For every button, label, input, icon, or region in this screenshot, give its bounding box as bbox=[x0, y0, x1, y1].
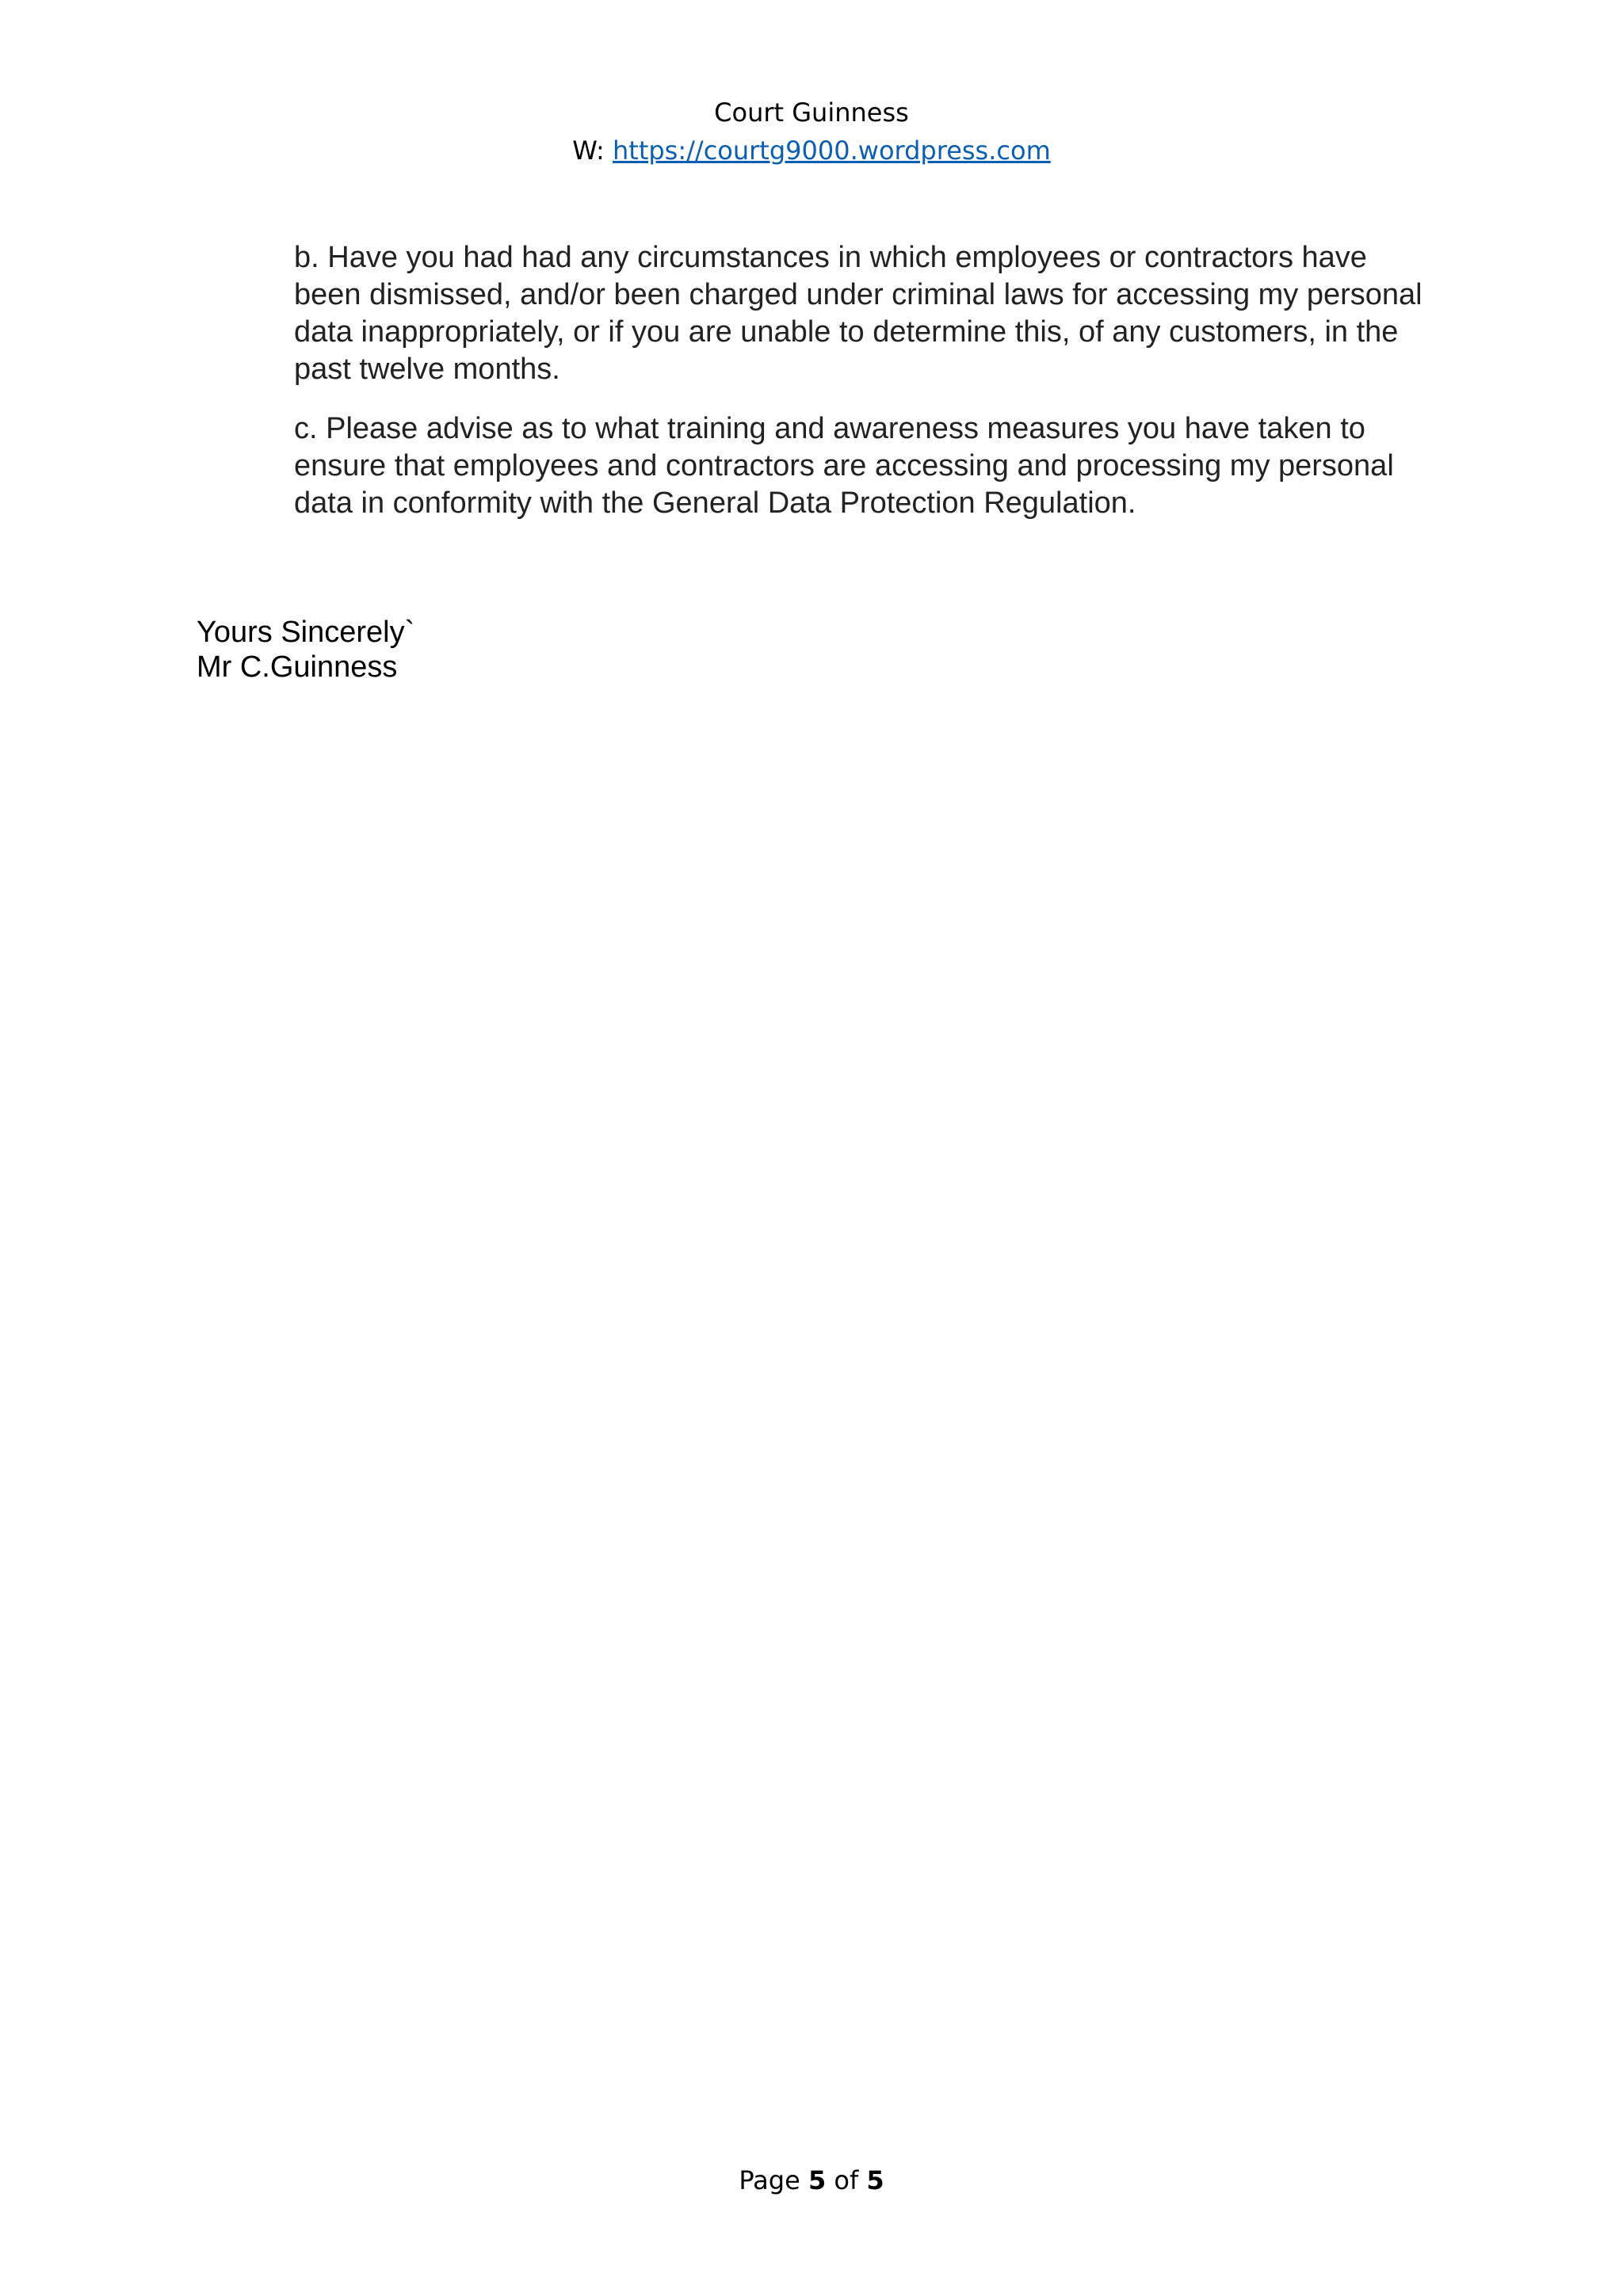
current-page-number: 5 bbox=[808, 2165, 827, 2195]
page-header bbox=[0, 93, 1623, 170]
of-word: of bbox=[826, 2165, 867, 2195]
page-footer bbox=[0, 2161, 1623, 2199]
letter-closing bbox=[197, 615, 414, 685]
page-word: Page bbox=[739, 2165, 808, 2195]
paragraph-c: c. Please advise as to what training and awareness measures you have taken to ensure that employees and contractors are accessing and processing my personal data in conformity with the General Data Protection Regulation. bbox=[294, 412, 1394, 520]
author-name: Court Guinness bbox=[714, 97, 909, 128]
website-line bbox=[0, 132, 1623, 170]
letter-body bbox=[294, 239, 1435, 544]
salutation: Yours Sincerely` bbox=[197, 616, 415, 649]
signature: Mr C.Guinness bbox=[197, 650, 398, 684]
website-link[interactable]: https://courtg9000.wordpress.com bbox=[612, 135, 1051, 166]
total-pages-number: 5 bbox=[866, 2165, 884, 2195]
website-prefix: W: bbox=[572, 135, 613, 166]
paragraph-b: b. Have you had had any circumstances in which employees or contractors have been dismissed, and/or been charged under criminal laws for accessing my personal data inappropriately, or if you are unable to determine this, of any customers, in the past twelve months. bbox=[294, 241, 1423, 386]
